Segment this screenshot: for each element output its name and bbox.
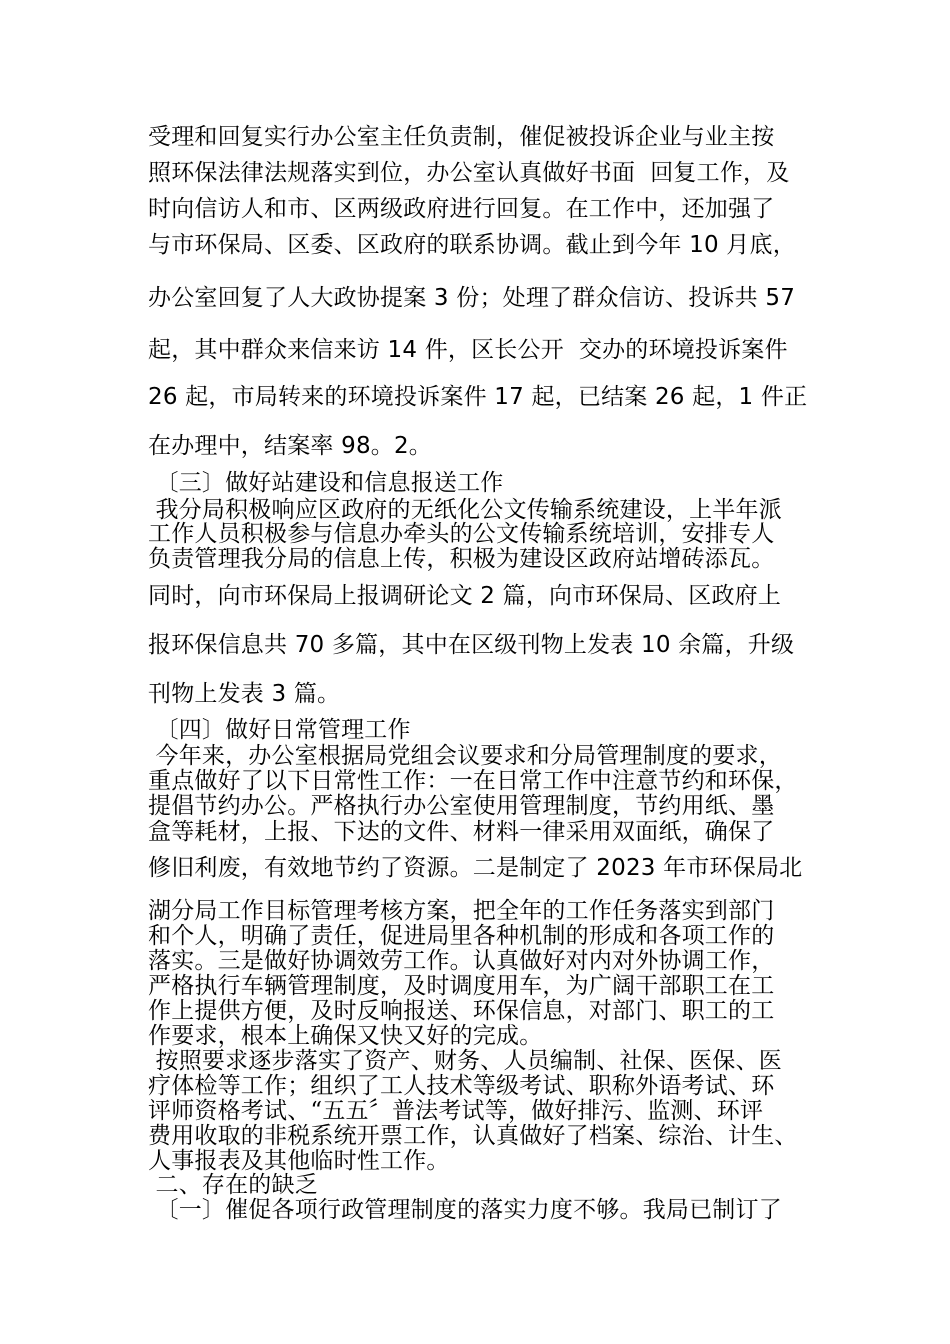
text-line: 提倡节约办公。严格执行办公室使用管理制度，节约用纸、墨 xyxy=(148,793,775,819)
text-line: 严格执行车辆管理制度，及时调度用车，为广阔干部职工在工 xyxy=(148,973,775,999)
text-line: 修旧利废，有效地节约了资源。二是制定了 2023 年市环保局北 xyxy=(148,855,803,881)
text-line: 受理和回复实行办公室主任负责制，催促被投诉企业与业主按 xyxy=(148,124,775,150)
text-line: 盒等耗材，上报、下达的文件、材料一律采用双面纸，确保了 xyxy=(148,819,775,845)
text-line: 26 起，市局转来的环境投诉案件 17 起，已结案 26 起，1 件正 xyxy=(148,384,808,410)
text-line: 和个人，明确了责任，促进局里各种机制的形成和各项工作的 xyxy=(148,923,775,949)
text-line: 在办理中，结案率 98。2。 xyxy=(148,433,433,459)
text-line: 作要求，根本上确保又快又好的完成。 xyxy=(148,1023,543,1049)
text-line: 办公室回复了人大政协提案 3 份；处理了群众信访、投诉共 57 xyxy=(148,285,796,311)
text-line: 同时，向市环保局上报调研论文 2 篇，向市环保局、区政府上 xyxy=(148,583,782,609)
text-line: 负责管理我分局的信息上传，积极为建设区政府站增砖添瓦。 xyxy=(148,546,775,572)
text-line: 刊物上发表 3 篇。 xyxy=(148,681,341,707)
text-line: 评师资格考试、“五五〞普法考试等，做好排污、监测、环评 xyxy=(148,1098,764,1124)
text-line: 费用收取的非税系统开票工作，认真做好了档案、综治、计生、 xyxy=(148,1123,798,1149)
text-line: 报环保信息共 70 多篇，其中在区级刊物上发表 10 余篇，升级 xyxy=(148,632,795,658)
text-line: 按照要求逐步落实了资产、财务、人员编制、社保、医保、医 xyxy=(148,1048,782,1074)
text-line: 湖分局工作目标管理考核方案，把全年的工作任务落实到部门 xyxy=(148,898,775,924)
text-line: 〔一〕催促各项行政管理制度的落实力度不够。我局已制订了 xyxy=(148,1197,782,1223)
section-heading: 〔四〕做好日常管理工作 xyxy=(148,717,411,743)
text-line: 照环保法律法规落实到位，办公室认真做好书面 回复工作，及 xyxy=(148,160,790,186)
text-line: 作上提供方便，及时反响报送、环保信息，对部门、职工的工 xyxy=(148,998,775,1024)
text-line: 工作人员积极参与信息办牵头的公文传输系统培训，安排专人 xyxy=(148,521,775,547)
text-line: 疗体检等工作；组织了工人技术等级考试、职称外语考试、环 xyxy=(148,1073,775,1099)
section-heading: 二、存在的缺乏 xyxy=(148,1172,318,1198)
text-line: 起，其中群众来信来访 14 件，区长公开 交办的环境投诉案件 xyxy=(148,337,788,363)
section-heading: 〔三〕做好站建设和信息报送工作 xyxy=(148,470,504,496)
text-line: 重点做好了以下日常性工作：一在日常工作中注意节约和环保， xyxy=(148,768,798,794)
text-line: 我分局积极响应区政府的无纸化公文传输系统建设，上半年派 xyxy=(148,497,782,523)
text-line: 与市环保局、区委、区政府的联系协调。截止到今年 10 月底， xyxy=(148,232,796,258)
text-line: 今年来，办公室根据局党组会议要求和分局管理制度的要求， xyxy=(148,743,782,769)
text-line: 人事报表及其他临时性工作。 xyxy=(148,1148,450,1174)
text-line: 落实。三是做好协调效劳工作。认真做好对内对外协调工作， xyxy=(148,948,775,974)
text-line: 时向信访人和市、区两级政府进行回复。在工作中，还加强了 xyxy=(148,196,775,222)
